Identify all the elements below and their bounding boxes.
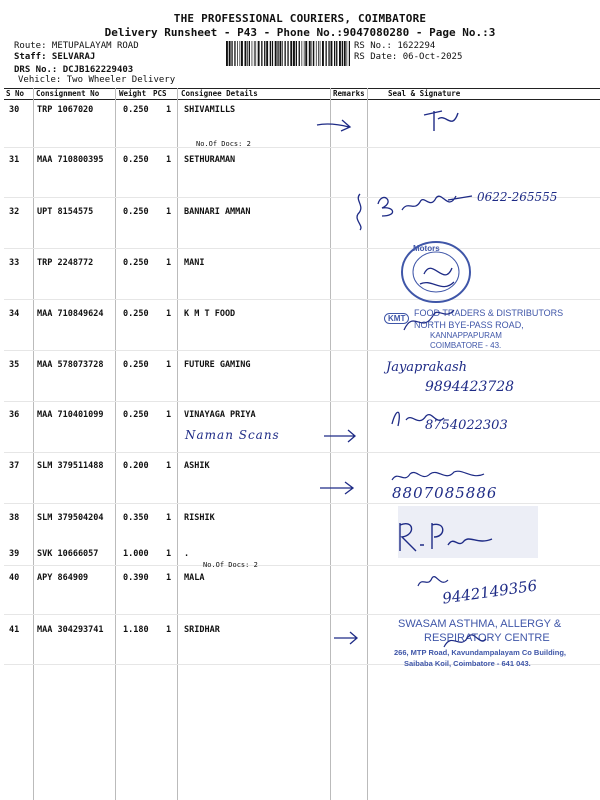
row-consignee: FUTURE GAMING — [184, 360, 251, 370]
col-weight: Weight — [119, 89, 147, 98]
column-divider — [33, 88, 34, 800]
barcode-bar — [328, 41, 329, 66]
clinic-stamp-line4: Saibaba Koil, Coimbatore - 641 043. — [404, 659, 531, 668]
row-consignment-no: MAA 304293741 — [37, 625, 104, 635]
row-weight: 0.250 — [123, 207, 149, 217]
barcode-bar — [320, 41, 321, 66]
row-divider — [4, 503, 600, 504]
barcode-bar — [258, 41, 260, 66]
row-weight: 0.250 — [123, 155, 149, 165]
barcode-bar — [240, 41, 241, 66]
row-divider — [4, 147, 600, 148]
kmt-stamp-line3: KANNAPPAPURAM — [430, 331, 502, 340]
barcode-bar — [275, 41, 277, 66]
arrow-icon — [322, 426, 362, 446]
handwritten-name-35: Jayaprakash — [386, 360, 468, 375]
barcode-bar — [247, 41, 248, 66]
barcode-bar — [334, 41, 335, 66]
clinic-stamp-line2: RESPIRATORY CENTRE — [424, 632, 550, 644]
row-sno: 31 — [9, 155, 20, 165]
barcode-bar — [313, 41, 314, 66]
handwritten-phone-31: 0622-265555 — [477, 190, 558, 204]
arrow-icon — [315, 115, 355, 135]
row-pcs: 1 — [166, 573, 172, 583]
row-weight: 0.390 — [123, 573, 149, 583]
row-consignee: MANI — [184, 258, 205, 268]
row-consignee: SRIDHAR — [184, 625, 220, 635]
barcode-bar — [305, 41, 307, 66]
col-sno: S No — [6, 89, 25, 98]
row-sno: 41 — [9, 625, 20, 635]
barcode-bar — [318, 41, 319, 66]
row-pcs: 1 — [166, 258, 172, 268]
signature-41 — [440, 627, 490, 657]
rs-date: RS Date: 06-Oct-2025 — [354, 52, 463, 62]
runsheet-title: THE PROFESSIONAL COURIERS, COIMBATORE — [173, 12, 427, 25]
row-pcs: 1 — [166, 410, 172, 420]
kmt-stamp-line2: NORTH BYE-PASS ROAD, — [414, 320, 524, 330]
row-pcs: 1 — [166, 513, 172, 523]
barcode-bar — [264, 41, 265, 66]
arrow-icon — [332, 628, 362, 648]
barcode-bar — [342, 41, 343, 66]
row-pcs: 1 — [166, 549, 172, 559]
barcode-bar — [336, 41, 337, 66]
row-pcs: 1 — [166, 309, 172, 319]
column-divider — [177, 88, 178, 800]
col-consignee: Consignee Details — [181, 89, 258, 98]
row-sno: 36 — [9, 410, 20, 420]
row-weight: 0.250 — [123, 360, 149, 370]
runsheet-subtitle: Delivery Runsheet - P43 - Phone No.:9047080280 - Page No.:3 — [104, 26, 496, 39]
col-seal-signature: Seal & Signature — [388, 89, 461, 98]
row-sno: 35 — [9, 360, 20, 370]
barcode-bar — [249, 41, 250, 66]
row-docs-count: No.Of Docs: 2 — [203, 561, 258, 569]
barcode-bar — [282, 41, 283, 66]
row-consignment-no: SLM 379504204 — [37, 513, 104, 523]
row-divider — [4, 299, 600, 300]
barcode-bar — [322, 41, 324, 66]
row-weight: 0.250 — [123, 105, 149, 115]
row-consignee: RISHIK — [184, 513, 215, 523]
row-weight: 1.000 — [123, 549, 149, 559]
barcode-bar — [290, 41, 292, 66]
signature-34 — [398, 300, 458, 340]
signature-31-32 — [352, 182, 482, 232]
barcode-bar — [316, 41, 317, 66]
barcode-bar — [347, 41, 348, 66]
barcode-bar — [229, 41, 231, 66]
barcode-bar — [312, 41, 313, 66]
row-divider — [4, 350, 600, 351]
row-consignment-no: MAA 578073728 — [37, 360, 104, 370]
row-consignment-no: SVK 10666057 — [37, 549, 99, 559]
handwritten-phone-35: 9894423728 — [425, 379, 515, 395]
row-divider — [4, 614, 600, 615]
handwritten-phone-37: 8807085886 — [392, 484, 498, 502]
row-weight: 0.200 — [123, 461, 149, 471]
barcode-bar — [261, 41, 262, 66]
col-remarks: Remarks — [333, 89, 365, 98]
barcode-bar — [226, 41, 228, 66]
row-sno: 33 — [9, 258, 20, 268]
row-consignee: SETHURAMAN — [184, 155, 236, 165]
barcode-bar — [299, 41, 300, 66]
barcode-bar — [326, 41, 327, 66]
row-pcs: 1 — [166, 155, 172, 165]
barcode-bar — [245, 41, 247, 66]
handwritten-phone-40: 9442149356 — [441, 576, 539, 608]
row-consignee: SHIVAMILLS — [184, 105, 236, 115]
row-consignee: ASHIK — [184, 461, 210, 471]
row-divider — [4, 248, 600, 249]
row-consignment-no: TRP 2248772 — [37, 258, 94, 268]
barcode-bar — [234, 41, 235, 66]
row-consignee: . — [184, 549, 190, 559]
barcode-bar — [285, 41, 286, 66]
handwritten-phone-36: 8754022303 — [425, 418, 508, 433]
barcode-bar — [255, 41, 256, 66]
row-sno: 37 — [9, 461, 20, 471]
barcode-bar — [344, 41, 346, 66]
rs-number: RS No.: 1622294 — [354, 41, 436, 51]
row-weight: 0.350 — [123, 513, 149, 523]
row-pcs: 1 — [166, 625, 172, 635]
row-docs-count: No.Of Docs: 2 — [196, 140, 251, 148]
barcode-bar — [237, 41, 238, 66]
row-divider — [4, 401, 600, 402]
barcode-bar — [302, 41, 303, 66]
clinic-stamp-line1: SWASAM ASTHMA, ALLERGY & — [398, 618, 562, 630]
row-consignment-no: TRP 1067020 — [37, 105, 94, 115]
barcode-bar — [339, 41, 341, 66]
barcode-bar — [309, 41, 311, 66]
row-pcs: 1 — [166, 105, 172, 115]
clinic-stamp-line3: 266, MTP Road, Kavundampalayam Co Building, — [394, 648, 566, 657]
barcode-bar — [287, 41, 288, 66]
column-divider — [115, 88, 116, 800]
row-consignment-no: MAA 710849624 — [37, 309, 104, 319]
col-consignment: Consignment No — [36, 89, 100, 98]
signature-37 — [388, 466, 498, 486]
signature-30 — [420, 105, 470, 133]
table-header-rule — [4, 99, 600, 100]
kmt-logo: KMT — [384, 313, 409, 324]
barcode-bar — [231, 41, 232, 66]
row-sno: 34 — [9, 309, 20, 319]
signature-38 — [392, 515, 512, 555]
row-pcs: 1 — [166, 207, 172, 217]
row-sno: 39 — [9, 549, 20, 559]
kmt-stamp-line4: COIMBATORE - 43. — [430, 341, 502, 350]
barcode-bar — [254, 41, 255, 66]
row-consignee: VINAYAGA PRIYA — [184, 410, 256, 420]
staff-label: Staff: SELVARAJ — [14, 52, 96, 62]
row-weight: 0.250 — [123, 309, 149, 319]
barcode-bar — [304, 41, 305, 66]
row-sno: 32 — [9, 207, 20, 217]
row-consignment-no: APY 864909 — [37, 573, 89, 583]
barcode-bar — [296, 41, 297, 66]
row-consignment-no: SLM 379511488 — [37, 461, 104, 471]
row-consignment-no: UPT 8154575 — [37, 207, 94, 217]
handwritten-consignee-36: Naman Scans — [185, 428, 280, 442]
barcode-bar — [241, 41, 243, 66]
row-consignment-no: MAA 710401099 — [37, 410, 104, 420]
barcode — [226, 41, 350, 66]
row-consignee: K M T FOOD — [184, 309, 236, 319]
row-consignee: MALA — [184, 573, 205, 583]
stamp-motors-text: Motors — [413, 244, 440, 253]
barcode-bar — [252, 41, 253, 66]
row-weight: 1.180 — [123, 625, 149, 635]
row-sno: 38 — [9, 513, 20, 523]
row-divider — [4, 565, 600, 566]
barcode-bar — [277, 41, 278, 66]
row-sno: 40 — [9, 573, 20, 583]
row-consignee: BANNARI AMMAN — [184, 207, 251, 217]
kmt-stamp-line1: FOOD TRADERS & DISTRIBUTORS — [414, 308, 564, 318]
barcode-bar — [272, 41, 273, 66]
col-pcs: PCS — [153, 89, 167, 98]
row-sno: 30 — [9, 105, 20, 115]
barcode-bar — [266, 41, 268, 66]
drs-label: DRS No.: DCJB162229403 — [14, 65, 134, 75]
row-weight: 0.250 — [123, 410, 149, 420]
arrow-icon — [318, 478, 358, 498]
row-pcs: 1 — [166, 360, 172, 370]
row-weight: 0.250 — [123, 258, 149, 268]
row-divider — [4, 452, 600, 453]
barcode-bar — [293, 41, 295, 66]
vehicle-label: Vehicle: Two Wheeler Delivery — [18, 75, 176, 85]
barcode-bar — [349, 41, 350, 66]
barcode-bar — [270, 41, 271, 66]
route-label: Route: METUPALAYAM ROAD — [14, 41, 139, 51]
row-consignment-no: MAA 710800395 — [37, 155, 104, 165]
barcode-bar — [331, 41, 333, 66]
row-pcs: 1 — [166, 461, 172, 471]
barcode-bar — [280, 41, 282, 66]
